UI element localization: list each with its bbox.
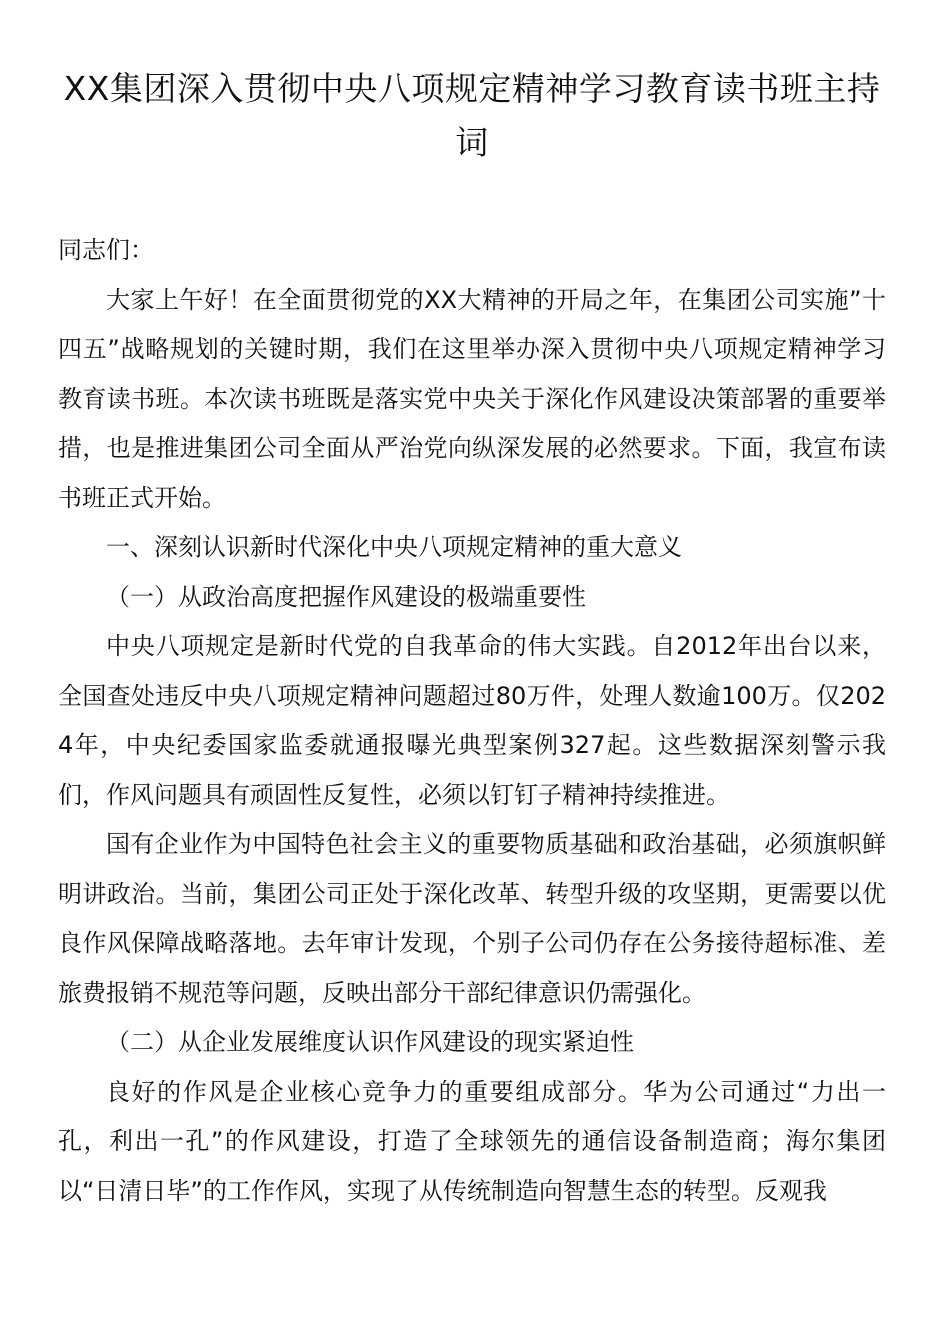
subsection-heading-2: （二）从企业发展维度认识作风建设的现实紧迫性 [106,1028,634,1056]
body-paragraph: 中央八项规定是新时代党的自我革命的伟大实践。自2012年出台以来，全国查处违反中央八项规定精神问题超过80万件，处理人数逾100万。仅2024年，中央纪委国家监委就通报曝光典型案例327起。这些数据深刻警示我们，作风问题具有顽固性反复性，必须以钉钉子精神持续推进。 [58,632,886,809]
body-paragraph: 国有企业作为中国特色社会主义的重要物质基础和政治基础，必须旗帜鲜明讲政治。当前，集团公司正处于深化改革、转型升级的攻坚期，更需要以优良作风保障战略落地。去年审计发现，个别子公司仍存在公务接待超标准、差旅费报销不规范等问题，反映出部分干部纪律意识仍需强化。 [58,830,886,1007]
salutation: 同志们： [58,236,154,264]
document-body [58,226,886,1216]
section-heading-1: 一、深刻认识新时代深化中央八项规定精神的重大意义 [106,533,682,561]
document-title: XX集团深入贯彻中央八项规定精神学习教育读书班主持词 [63,69,881,162]
opening-paragraph: 大家上午好！在全面贯彻党的XX大精神的开局之年，在集团公司实施”十四五”战略规划的关键时期，我们在这里举办深入贯彻中央八项规定精神学习教育读书班。本次读书班既是落实党中央关于深化作风建设决策部署的重要举措，也是推进集团公司全面从严治党向纵深发展的必然要求。下面，我宣布读书班正式开始。 [58,285,886,512]
body-paragraph: 良好的作风是企业核心竞争力的重要组成部分。华为公司通过“力出一孔，利出一孔”的作风建设，打造了全球领先的通信设备制造商；海尔集团以“日清日毕”的工作作风，实现了从传统制造向智慧生态的转型。反观我 [58,1077,886,1205]
subsection-heading-1: （一）从政治高度把握作风建设的极端重要性 [106,582,586,611]
